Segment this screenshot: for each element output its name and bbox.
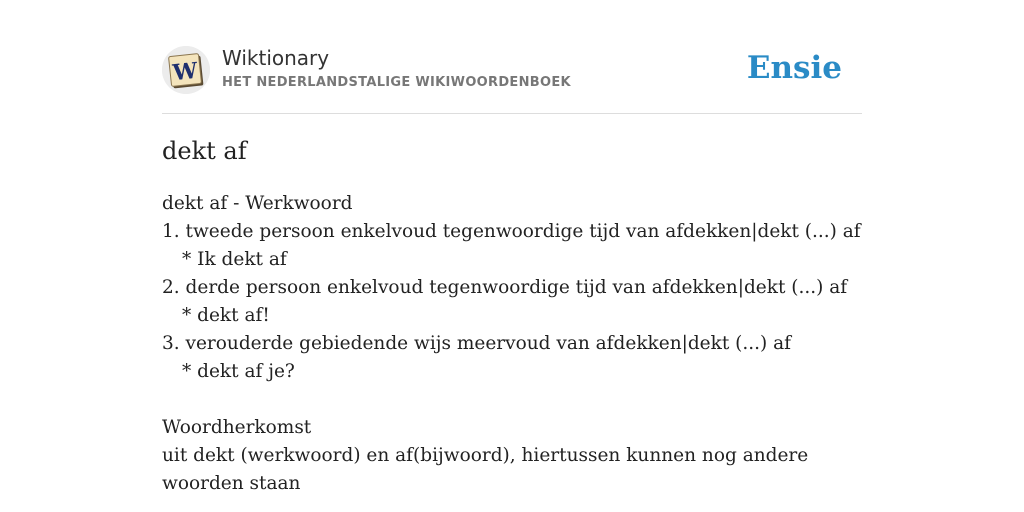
sense-definition: 3. verouderde gebiedende wijs meervoud van afdekken|dekt (...) af bbox=[162, 333, 791, 354]
section-spacer bbox=[162, 386, 862, 414]
etymology-text: uit dekt (werkwoord) en af(bijwoord), hiertussen kunnen nog andere woorden staan bbox=[162, 445, 809, 494]
sense-example: * dekt af! bbox=[182, 305, 270, 326]
ensie-brand-link[interactable]: Ensie bbox=[746, 50, 842, 86]
sense-definition: 1. tweede persoon enkelvoud tegenwoordige tijd van afdekken|dekt (...) af bbox=[162, 221, 861, 242]
sense-definition: 2. derde persoon enkelvoud tegenwoordige tijd van afdekken|dekt (...) af bbox=[162, 277, 848, 298]
source-title: Wiktionary bbox=[222, 46, 330, 70]
logo-letter: W bbox=[171, 57, 199, 87]
wiktionary-logo-icon bbox=[162, 46, 210, 94]
sense-example: * Ik dekt af bbox=[182, 249, 287, 270]
part-of-speech-line: dekt af - Werkwoord bbox=[162, 193, 353, 214]
sense-example: * dekt af je? bbox=[182, 361, 295, 382]
entry-title: dekt af bbox=[162, 137, 247, 165]
entry-definition bbox=[162, 190, 862, 498]
header-divider bbox=[162, 113, 862, 114]
source-subtitle: HET NEDERLANDSTALIGE WIKIWOORDENBOEK bbox=[222, 75, 571, 90]
etymology-heading: Woordherkomst bbox=[162, 417, 312, 438]
source-header bbox=[162, 46, 862, 96]
